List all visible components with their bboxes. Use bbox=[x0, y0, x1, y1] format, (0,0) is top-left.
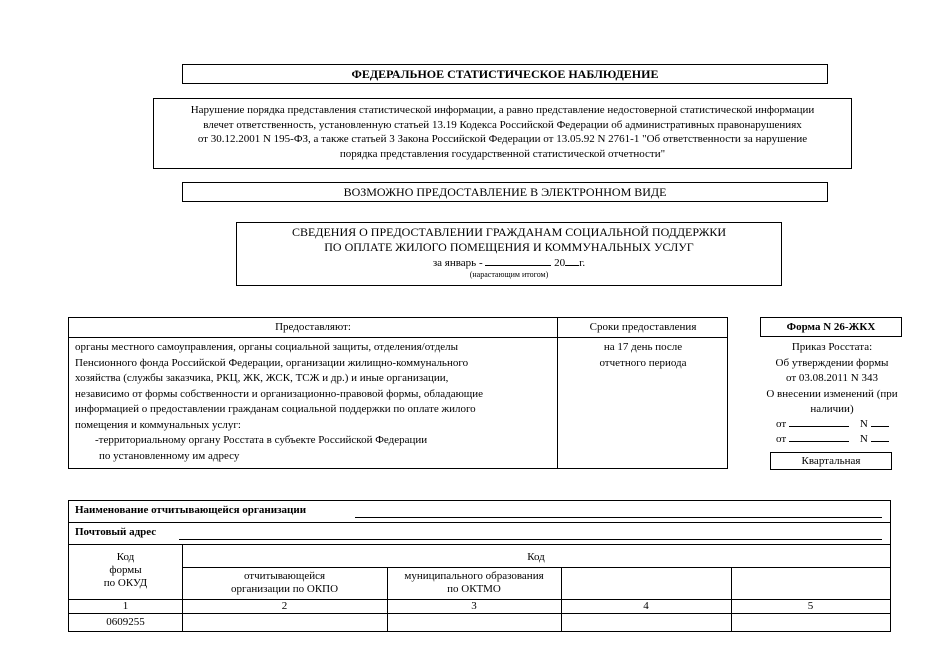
warning-line: от 30.12.2001 N 195-ФЗ, а также статьей 3 Закона Российской Федерации от 13.05.92 N 2761-1 "Об ответственности за нарушение bbox=[197, 133, 808, 145]
amendment-date-blank[interactable] bbox=[789, 416, 849, 427]
okud-value: 0609255 bbox=[106, 616, 145, 628]
organization-table bbox=[68, 500, 891, 632]
who-line: помещения и коммунальных услуг: bbox=[75, 418, 241, 431]
postal-address-label: Почтовый адрес bbox=[75, 526, 157, 538]
from-label: от bbox=[776, 418, 787, 430]
period-year: 20 bbox=[554, 257, 566, 269]
who-line: хозяйства (службы заказчика, РКЦ, ЖК, ЖСК, ТСЖ и др.) и иные организации, bbox=[75, 372, 449, 384]
electronic-submission-notice: ВОЗМОЖНО ПРЕДОСТАВЛЕНИЕ В ЭЛЕКТРОННОМ ВИДЕ bbox=[182, 182, 828, 202]
period-suffix: г. bbox=[579, 257, 586, 269]
order-line: от 03.08.2011 N 343 bbox=[786, 372, 878, 384]
warning-line: Нарушение порядка представления статистической информации, а равно представление недостоверной статистической информации bbox=[190, 104, 815, 116]
org-name-label: Наименование отчитывающейся организации bbox=[75, 504, 307, 516]
amendment-row bbox=[776, 416, 889, 431]
who-submits-text bbox=[75, 340, 551, 464]
row-divider bbox=[69, 522, 890, 523]
order-line: Приказ Росстата: bbox=[791, 341, 873, 353]
row-divider bbox=[182, 567, 890, 568]
order-info bbox=[752, 340, 912, 418]
okpo-header bbox=[182, 570, 387, 596]
postal-address-input-line[interactable] bbox=[179, 539, 882, 540]
who-line: независимо от формы собственности и организационно-правовой формы, обладающие bbox=[75, 387, 484, 400]
order-line: Об утверждении формы bbox=[775, 356, 889, 369]
deadline-text bbox=[558, 340, 728, 371]
number-label: N bbox=[859, 418, 868, 430]
oktmo-header bbox=[387, 570, 561, 596]
okpo-header-line: отчитывающейся bbox=[243, 570, 326, 582]
federal-observation-title: ФЕДЕРАЛЬНОЕ СТАТИСТИЧЕСКОЕ НАБЛЮДЕНИЕ bbox=[182, 64, 828, 84]
column-number: 4 bbox=[643, 600, 649, 612]
report-title-line: СВЕДЕНИЯ О ПРЕДОСТАВЛЕНИИ ГРАЖДАНАМ СОЦИАЛЬНОЙ ПОДДЕРЖКИ bbox=[291, 225, 727, 239]
okud-header bbox=[69, 551, 182, 590]
amendment-row bbox=[776, 431, 889, 446]
warning-line: порядка представления государственной статистической отчетности" bbox=[339, 147, 666, 160]
okud-header-line: Код bbox=[116, 551, 135, 563]
form-number: Форма N 26-ЖКХ bbox=[760, 317, 902, 337]
recipient-line: по установленному им адресу bbox=[99, 449, 240, 462]
who-line: Пенсионного фонда Российской Федерации, организации жилищно-коммунального bbox=[75, 356, 469, 369]
report-period bbox=[237, 255, 781, 270]
deadline-line: отчетного периода bbox=[599, 356, 687, 369]
deadline-line: на 17 день после bbox=[603, 341, 683, 353]
okpo-header-line: организации по ОКПО bbox=[230, 583, 339, 595]
code-value-cell[interactable] bbox=[732, 614, 890, 631]
period-month-blank[interactable] bbox=[485, 255, 551, 266]
amendment-number-blank[interactable] bbox=[871, 431, 889, 442]
amendment-number-blank[interactable] bbox=[871, 416, 889, 427]
order-line: О внесении изменений (при bbox=[766, 387, 898, 400]
from-label: от bbox=[776, 433, 787, 445]
report-title-box bbox=[236, 222, 782, 286]
okud-header-line: формы bbox=[109, 564, 142, 576]
okpo-value-cell[interactable] bbox=[183, 614, 387, 631]
deadline-header: Сроки предоставления bbox=[558, 318, 728, 338]
cumulative-note: (нарастающим итогом) bbox=[469, 270, 549, 279]
oktmo-header-line: муниципального образования bbox=[404, 570, 544, 582]
oktmo-value-cell[interactable] bbox=[388, 614, 561, 631]
amendment-date-blank[interactable] bbox=[789, 431, 849, 442]
submission-table bbox=[68, 317, 728, 469]
period-prefix: за январь - bbox=[432, 257, 483, 269]
period-year-blank[interactable] bbox=[565, 255, 579, 266]
row-divider bbox=[69, 544, 890, 545]
liability-warning bbox=[153, 98, 852, 169]
order-line: наличии) bbox=[810, 403, 854, 415]
column-number: 1 bbox=[122, 600, 129, 612]
column-number: 2 bbox=[281, 600, 288, 612]
who-submits-header: Предоставляют: bbox=[69, 318, 557, 338]
column-number: 3 bbox=[471, 600, 477, 612]
recipient-line: -территориальному органу Росстата в субъекте Российской Федерации bbox=[95, 434, 428, 446]
okud-header-line: по ОКУД bbox=[103, 577, 148, 589]
code-header: Код bbox=[527, 551, 545, 563]
periodicity-badge: Квартальная bbox=[770, 452, 892, 470]
who-line: органы местного самоуправления, органы социальной защиты, отделения/отделы bbox=[75, 341, 459, 353]
code-value-cell[interactable] bbox=[562, 614, 731, 631]
oktmo-header-line: по ОКТМО bbox=[447, 583, 501, 595]
number-label: N bbox=[859, 433, 868, 445]
org-name-input-line[interactable] bbox=[355, 517, 882, 518]
report-title-line: ПО ОПЛАТЕ ЖИЛОГО ПОМЕЩЕНИЯ И КОММУНАЛЬНЫХ УСЛУГ bbox=[324, 240, 694, 254]
warning-line: влечет ответственность, установленную статьей 13.19 Кодекса Российской Федерации об административных правонарушениях bbox=[203, 118, 802, 131]
who-line: информацией о предоставлении гражданам социальной поддержки по оплате жилого bbox=[75, 403, 476, 415]
column-number: 5 bbox=[807, 600, 814, 612]
